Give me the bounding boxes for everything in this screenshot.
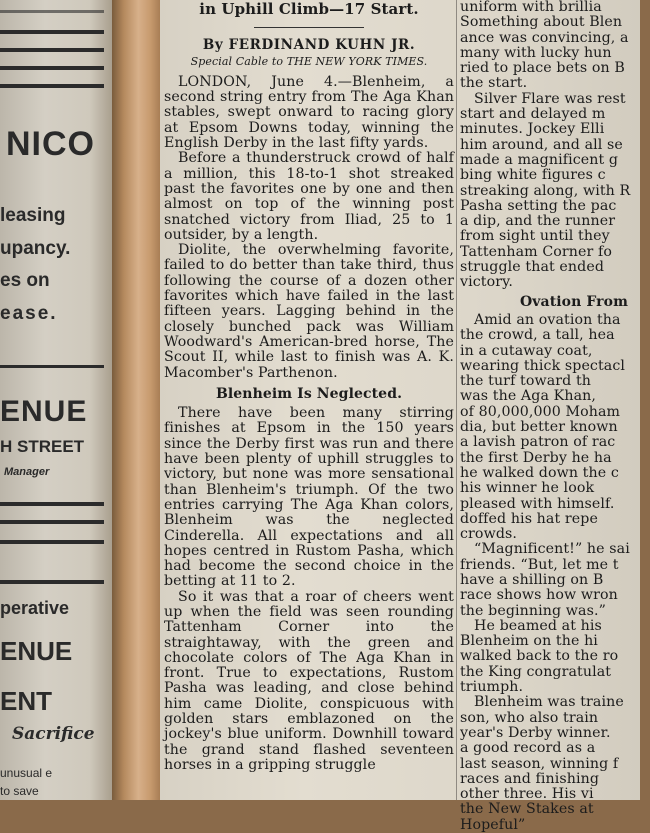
text-line: of 80,000,000 Moham <box>460 403 621 420</box>
paragraph: Diolite, the overwhelming favorite, failed to do better than take third, thus following the course of a dozen other favorites which have failed in the last fifteen years. Lagging behind in the closely bunched pack was William Woodward's American-bred horse, The Scout II, while last to finish was A. K. Macomber's Parthenon. <box>164 242 454 381</box>
text-line: Silver Flare was rest <box>474 90 626 107</box>
newspaper-page <box>160 0 640 833</box>
text-line: dia, but better known <box>460 419 618 436</box>
ad-text: leasing <box>0 205 66 226</box>
ad-border <box>0 66 104 70</box>
text-line: struggle that ended <box>460 259 605 276</box>
ad-text: perative <box>0 598 70 618</box>
ad-text: ENT <box>0 686 52 716</box>
text-line: He beamed at his <box>474 617 602 634</box>
text-line: Blenheim was traine <box>474 694 624 711</box>
text-line: pleased with himself. <box>460 495 615 512</box>
text-line: from sight until they <box>460 228 610 245</box>
paragraph <box>460 0 650 92</box>
column-rule <box>456 0 457 800</box>
ad-border <box>0 520 104 524</box>
text-line: ried to place bets on B <box>460 60 625 77</box>
text-line: Pasha setting the pac <box>460 197 617 214</box>
ad-text: H STREET <box>0 437 85 456</box>
paragraph: LONDON, June 4.—Blenheim, a second string entry from The Aga Khan stables, swept onward to racing glory at Epsom Downs today, winning the English Derby in the last fifty yards. <box>164 73 454 152</box>
ad-divider <box>0 365 104 368</box>
ad-border-top <box>0 10 104 13</box>
text-line: many with lucky hun <box>460 44 612 61</box>
text-line: bing white figures c <box>460 167 606 184</box>
text-line: wearing thick spectacl <box>460 357 626 374</box>
headline-deck: in Uphill Climb—17 Start. <box>199 0 419 18</box>
text-line: a lavish patron of rac <box>460 434 616 451</box>
text-line: the turf toward th <box>460 373 591 390</box>
text-line: uniform with brillia <box>460 0 602 15</box>
ad-text: upancy. <box>0 238 71 259</box>
text-line: the New Stakes at <box>460 801 594 818</box>
text-line: son, who also train <box>460 709 599 726</box>
text-line: Blenheim on the hi <box>460 633 598 650</box>
ad-text: unusual e <box>0 766 53 780</box>
text-line: other three. His vi <box>460 786 594 803</box>
text-line: Tattenham Corner fo <box>460 243 613 260</box>
ad-border <box>0 502 104 506</box>
text-line: triumph. <box>460 679 524 696</box>
article-column-1 <box>164 0 454 773</box>
text-line: “Magnificent!” he sai <box>474 541 630 558</box>
text-line: a dip, and the runner <box>460 213 616 230</box>
ad-border <box>0 540 104 544</box>
dateline-credit: Special Cable to THE NEW YORK TIMES. <box>190 54 428 68</box>
text-line: made a magnificent g <box>460 151 619 168</box>
paragraph: Before a thunderstruck crowd of half a million, this 18-to-1 shot streaked past the favorites one by one and then almost on top of the winning post snatched victory from Iliad, 25 to 1 outsider, by a length. <box>164 150 454 243</box>
text-line: was the Aga Khan, <box>460 388 596 405</box>
paragraph <box>460 92 650 291</box>
left-page-fragment <box>0 0 112 800</box>
text-line: doffed his hat repe <box>460 510 598 527</box>
text-line: a good record as a <box>460 740 596 757</box>
ad-text: ENUE <box>0 395 88 428</box>
text-line: the King congratulat <box>460 663 612 680</box>
ad-border <box>0 580 104 584</box>
ad-text: NICO <box>6 125 95 163</box>
text-line: have a shilling on B <box>460 571 604 588</box>
separator-rule <box>254 27 364 28</box>
text-line: ance was convincing, a <box>460 29 629 46</box>
paragraph <box>460 619 650 695</box>
text-line: his winner he look <box>460 480 595 497</box>
text-line: year's Derby winner. <box>460 724 611 741</box>
text-line: walked back to the ro <box>460 648 619 665</box>
text-line: the crowd, a tall, hea <box>460 327 615 344</box>
ad-border <box>0 48 104 52</box>
subheading: Ovation From <box>520 293 628 310</box>
ad-text: ease. <box>0 303 58 324</box>
text-line: streaking along, with R <box>460 182 631 199</box>
text-line: the first Derby he ha <box>460 449 612 466</box>
text-line: he walked down the c <box>460 464 619 481</box>
subheading: Blenheim Is Neglected. <box>215 385 403 402</box>
paragraph: So it was that a roar of cheers went up when the field was seen rounding Tattenham Corner into the straightaway, with the green and chocolate colors of The Aga Khan in front. True to expectations, Rustom Pasha was leading, and close behind him came Diolite, conspicuous with golden stars emblazoned on the jockey's blue uniform. Downhill toward the grand stand flashed seventeen horses in a gripping struggle <box>164 588 454 773</box>
text-line: Hopeful” <box>460 816 526 833</box>
text-line: start and delayed m <box>460 106 606 123</box>
ad-border <box>0 30 104 34</box>
ad-text: to save <box>0 784 39 798</box>
paragraph <box>460 695 650 833</box>
text-line: minutes. Jockey Elli <box>460 121 605 138</box>
text-line: Something about Blen <box>460 14 623 31</box>
text-line: in a cutaway coat, <box>460 342 593 359</box>
ad-text: ENUE <box>0 636 73 666</box>
text-line: race shows how wron <box>460 587 618 604</box>
byline: By FERDINAND KUHN JR. <box>202 37 416 54</box>
text-line: victory. <box>460 274 513 291</box>
text-line: the beginning was.” <box>460 602 606 619</box>
text-line: Amid an ovation tha <box>474 311 621 328</box>
text-line: friends. “But, let me t <box>460 556 619 573</box>
ad-text: Manager <box>4 466 50 478</box>
paragraph: There have been many stirring finishes at Epsom in the 150 years since the Derby first was run and there have been plenty of uphill struggles to victory, but none was more sensational than Blenheim's triumph. Of the two entries carrying The Aga Khan colors, Blenheim was the neglected Cinderella. All expectations and all hopes centred in Rustom Pasha, which had become the second choice in the betting at 11 to 2. <box>164 405 454 590</box>
text-line: races and finishing <box>460 770 600 787</box>
text-line: the start. <box>460 75 528 92</box>
ad-border <box>0 84 104 88</box>
paragraph <box>460 542 650 618</box>
page-gutter <box>112 0 160 800</box>
text-line: crowds. <box>460 526 517 543</box>
text-line: him around, and all se <box>460 136 623 153</box>
paragraph <box>460 313 650 542</box>
ad-text: es on <box>0 270 50 291</box>
article-column-2 <box>460 0 650 833</box>
ad-text: Sacrifice <box>12 724 95 744</box>
text-line: last season, winning f <box>460 755 619 772</box>
